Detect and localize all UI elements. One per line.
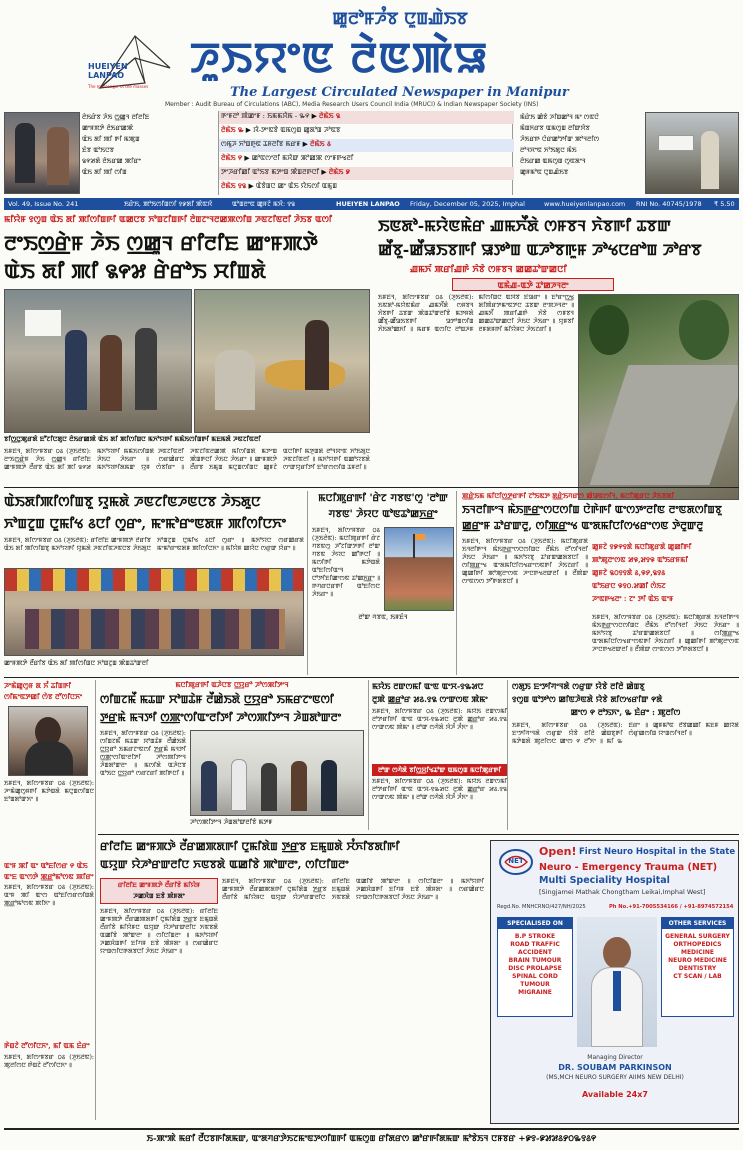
teaser-item[interactable]: ꯒꯦꯝꯂꯣ ꯄꯥꯀꯦꯝ : ꯏꯃꯃꯆꯥꯃ - ꯳꯵ ▶ ꯂꯥꯃꯥꯏ ꯲ [219, 111, 514, 124]
police-headline-1: ꯁꯗꯨꯏ ꯐꯦꯇꯤꯚꯦꯜꯗꯥ ꯁꯔꯨꯛ ꯌꯥꯕꯥ ꯂꯤꯂꯥ ꯀꯥꯡꯕꯨ [512, 681, 645, 691]
indo-kicker-box [452, 278, 614, 291]
stat-line: ꯍꯦꯟꯒꯠꯂꯦ : ꯖꯦ ꯇꯤ ꯑꯥꯏ ꯑꯦꯝ [592, 594, 674, 603]
ad-open: Open! [539, 845, 577, 858]
idp-body: ꯏꯝꯐꯥꯜ, ꯗꯤꯁꯦꯝꯕꯔ ꯰꯴ (ꯍꯨꯏꯂꯥꯟ): ꯔꯤꯂꯤꯐ ꯀꯦꯝꯄꯇꯥ ꯂꯩꯔꯤꯕ ꯑꯥꯏ ꯗꯤ ꯄꯤꯁꯤꯡꯕꯨ ꯃꯈꯣꯌꯒꯤ ꯌꯨꯃꯗꯥ ꯍꯟꯖꯤꯟꯍꯟꯅꯕ ꯍꯥꯏꯗꯨꯅ ꯈꯣꯡꯖꯨꯡ ꯅꯨꯃꯤꯠ ꯴ꯅꯤ ꯁꯨꯔꯦ ꯫ ꯃꯈꯣꯌꯅ ꯁꯔꯀꯥꯔꯗꯥ ꯃꯦꯃꯣꯔꯦꯟꯗꯝ ꯄꯤꯁꯤꯅꯈꯦ ꯫ ꯃꯤꯌꯥꯝ ꯀꯌꯥꯅ ꯁꯔꯨꯛ ꯌꯥꯔꯦ ꯫ [4, 537, 304, 552]
hospital-kicker: ꯃꯅꯤꯄꯨꯔꯒꯤ ꯑꯍꯥꯅꯕ ꯅ꯭ꯌꯨꯔꯣ ꯍꯣꯁꯄꯤꯇꯦꯜ [175, 680, 289, 689]
ad-doctor-photo [577, 917, 657, 1047]
date-bar [4, 198, 739, 210]
lead-headline-1: ꯂꯦꯏꯁ꯭ꯔꯥꯝ ꯍꯥꯏ ꯁ꯭ꯀꯨꯜ ꯔꯤꯂꯤꯐ ꯀꯦꯝꯄꯇꯥ [4, 231, 318, 255]
indo-subhead: ꯉꯃꯈꯩ ꯄꯔꯤꯉꯒꯥ ꯈꯥꯕꯥ ꯁꯝꯕꯜ ꯀꯀꯊꯣꯛꯀꯅꯤ [410, 265, 567, 275]
indo-body: ꯏꯝꯐꯥꯜ, ꯗꯤꯁꯦꯝꯕꯔ ꯰꯴ (ꯍꯨꯏꯂꯥꯟ): ꯏꯟꯗꯣ-ꯃꯌꯥꯟꯃꯥꯔ ꯉꯃꯈꯩꯗꯥ ꯁꯝꯕꯜ ꯈꯥꯕꯒꯤ ꯊꯕꯛ ꯄꯥꯡꯊꯣꯛꯂꯤꯕꯥ ꯃꯇꯝꯗꯥ ꯀꯩꯕꯨ-ꯀꯩꯎꯏꯕꯒꯤ ꯎꯇꯣꯡꯁꯤꯡ ꯈꯥꯏꯗꯣꯀꯈꯤ ꯫ ꯃꯔꯝ ꯑꯁꯤꯅ ꯂꯣꯡꯍꯝ ꯃꯤꯁꯤꯡꯅ ꯑꯋꯥꯕꯥ ꯐꯥꯎꯔꯦ ꯫ ꯐꯣꯔꯦꯁ꯭ꯠ ꯗꯤꯄꯥꯔꯇꯃꯦꯟꯇꯅ ꯊꯕꯛ ꯂꯦꯞꯍꯜꯂꯦ ꯫ ꯉꯃꯈꯩ ꯄꯔꯤꯉꯒꯥ ꯈꯥꯕꯥ ꯁꯝꯕꯜ ꯀꯀꯊꯣꯛꯀꯅꯤ ꯍꯥꯏꯅ ꯍꯥꯏꯔꯦ ꯫ ꯌꯨꯝꯕꯤ ꯂꯝꯗꯝꯒꯤ ꯃꯤꯌꯥꯝꯅ ꯍꯥꯏꯖꯔꯤ ꯫ [378, 294, 574, 333]
teaser-line: ꯃꯥꯡꯈꯔꯕ ꯑꯃꯁꯨꯡ ꯂꯤꯛꯆꯥꯕ [520, 124, 590, 132]
police-headline-3: ꯀꯦꯁ ꯵ ꯂꯣꯏꯈꯦ, ꯳ ꯐꯥꯔꯦ : ꯄꯨꯂꯤꯁ [570, 707, 681, 717]
police-box [512, 680, 739, 830]
left-column [4, 680, 96, 1120]
lead-caption: ꯕꯤꯁ꯭ꯅꯨꯄꯨꯔꯗꯥ ꯐꯧꯖꯤꯅꯗꯨꯅ ꯂꯥꯏꯔꯀꯄꯥ ꯑꯥꯏ ꯗꯤ ꯄꯤꯁꯤꯡꯅ ꯃꯈꯣꯌꯒꯤ ꯃꯃꯥꯏꯁꯤꯡꯒꯤ ꯃꯐꯃꯗꯥ ꯍꯟꯖꯤꯟꯂꯤ [4, 435, 261, 443]
ad-specialised [497, 917, 573, 1017]
masthead-title: ꯍꯨꯏꯌꯦꯟ ꯂꯥꯟꯄꯥꯎ [190, 33, 489, 82]
ad-specialised-title: SPECIALISED ON [498, 918, 572, 929]
teaser-line: ꯑꯥꯏ ꯗꯤ ꯄꯤ ꯒꯤ ꯃꯄꯨꯡ [82, 135, 140, 143]
logo-wordmark: HUEIYEN LANPAO [88, 62, 128, 80]
driving-body: ꯏꯝꯐꯥꯜ, ꯗꯤꯁꯦꯝꯕꯔ ꯰꯴ (ꯍꯨꯏꯂꯥꯟ): ꯃꯅꯤꯄꯨꯔꯗꯥ ꯏꯜꯂꯤꯒꯦꯜ ꯃꯥꯏꯒ꯭ꯔꯦꯁꯅꯁꯤꯡꯅ ꯂꯩꯃꯥꯏ ꯂꯧꯁꯤꯜꯂꯤ ꯍꯥꯏꯅ ꯍꯥꯏꯔꯦ ꯫ ꯃꯈꯣꯌꯕꯨ ꯊꯣꯔꯛꯀꯗꯕꯅꯤ ꯫ ꯁꯤꯄ꯭ꯔꯦꯠ ꯑꯦꯗꯃꯤꯅꯤꯁꯠꯔꯦꯁꯟꯒꯤ ꯍꯥꯏꯖꯔꯤ ꯫ ꯀꯨꯀꯤꯒꯤ ꯄꯣꯄꯨꯂꯦꯁꯟ ꯍꯦꯅꯒꯠꯂꯛꯂꯤ ꯫ ꯂꯩꯄꯥꯛ ꯁꯦꯟꯁꯁ ꯇꯧꯒꯗꯕꯅꯤ ꯫ [462, 538, 588, 585]
teaser-item[interactable]: ꯁꯃꯨꯍ ꯈꯣꯡꯒꯨꯟ ꯊꯝꯂꯤꯕ ꯃꯔꯝ ▶ ꯂꯥꯃꯥꯏ ꯴ [219, 139, 514, 152]
hospital-body: ꯏꯝꯐꯥꯜ, ꯗꯤꯁꯦꯝꯕꯔ ꯰꯴ (ꯍꯨꯏꯂꯥꯟ): ꯁꯤꯡꯖꯃꯩ ꯃꯊꯛ ꯆꯣꯡꯊꯥꯝ ꯂꯩꯀꯥꯏꯗꯥ ꯅ꯭ꯌꯨꯔꯣ ꯏꯃꯔꯖꯦꯟꯁꯤ ꯇ꯭ꯔꯃꯥ ꯃꯜꯇꯤ ꯁ꯭ꯄꯦꯁꯤꯑꯦꯂꯤꯇꯤ ꯍꯣꯁꯄꯤꯇꯦꯜ ꯍꯥꯡꯗꯣꯛꯂꯦ ꯫ ꯃꯁꯤꯗꯥ ꯑꯍꯥꯅꯕ ꯑꯣꯏꯅ ꯅ꯭ꯌꯨꯔꯣ ꯁꯔꯖꯔꯤ ꯄꯤꯒꯅꯤ ꯫ [100, 730, 186, 777]
relief-headline-2: ꯑꯌꯨꯛ ꯌꯥꯍꯣꯔꯛꯂꯤꯅ ꯈꯟꯕꯗꯥ ꯑꯀꯤꯕꯥ ꯄꯣꯛꯂꯦ, ꯁꯤꯅꯤꯡꯂꯦ [100, 858, 349, 871]
lottery-body-2: ꯏꯝꯐꯥꯜ, ꯗꯤꯁꯦꯝꯕꯔ ꯰꯴ (ꯍꯨꯏꯂꯥꯟ): ꯃꯌꯥꯏ ꯂꯛꯁꯃꯤ ꯂꯣꯇꯔꯤꯒꯤ ꯑꯦꯟ ꯑꯦꯆ-꯱꯳꯷ꯅ ꯂꯨꯄꯥ ꯀ꯭ꯔꯣꯔ ꯷꯴.꯱꯲ ꯁꯦꯛꯁꯟ ꯄꯥꯃꯦ ꯫ ꯂꯣꯛ ꯁꯚꯥꯗꯥ ꯋꯥꯍꯪ ꯍꯪꯈꯦ ꯫ [372, 778, 507, 801]
relief-kicker-2: ꯍꯀꯆꯥꯡ ꯐꯕꯥ ꯄꯥꯝꯗꯦ [133, 892, 185, 900]
rajbhavan-box [307, 491, 457, 675]
issue-date: Friday, December 05, 2025, Imphal [410, 200, 525, 208]
left-item-body: ꯏꯝꯐꯥꯜ, ꯗꯤꯁꯦꯝꯕꯔ ꯰꯴ (ꯍꯨꯏꯂꯥꯟ): ꯄꯨꯂꯤꯁꯅ ꯒꯥꯡꯖꯥ ꯂꯧꯁꯤꯅꯈꯦ ꯫ [4, 1054, 94, 1069]
police-headline-2: ꯱ꯁꯨꯡ ꯑꯣꯇꯣꯁ ꯀꯤꯟꯍꯥꯟꯗꯥ ꯌꯥꯕꯥ ꯗꯤꯁꯠꯔꯤꯛ ꯵ꯗꯥ [512, 694, 663, 704]
hospital-ad[interactable] [490, 840, 739, 1124]
masthead-tagline: ꯀꯨꯂꯣꯝꯍꯪꯕ ꯅꯨꯡꯉꯥꯏꯕ [332, 9, 468, 29]
left-item-body: ꯏꯝꯐꯥꯜ, ꯗꯤꯁꯦꯝꯕꯔ ꯰꯴ (ꯍꯨꯏꯂꯥꯟ): ꯍꯦꯃꯥꯀꯨꯁꯨꯝꯒꯤ ꯃꯇꯥꯡꯗꯥ ꯃꯅꯨꯡꯁꯤꯡꯅ ꯐꯣꯡꯗꯣꯛꯈꯦ ꯫ [4, 780, 94, 803]
relief-body-1: ꯏꯝꯐꯥꯜ, ꯗꯤꯁꯦꯝꯕꯔ ꯰꯴ (ꯍꯨꯏꯂꯥꯟ): ꯔꯤꯂꯤꯐ ꯀꯦꯝꯄꯇꯥ ꯂꯩꯔꯀꯄꯗꯒꯤ ꯅꯨꯃꯤꯗꯥꯡ ꯇ꯭ꯔꯕ ꯐꯃꯨꯡꯗꯥ ꯂꯩꯔꯤꯕꯥ ꯃꯤꯌꯥꯝꯅ ꯑꯌꯨꯛ ꯌꯥꯍꯣꯔꯛꯂꯤꯅ ꯈꯟꯕꯗꯥ ꯑꯀꯤꯕꯥ ꯄꯣꯛꯂꯦ ꯫ ꯁꯤꯅꯤꯡꯂꯦ ꯫ ꯃꯈꯣꯌꯒꯤ ꯍꯀꯆꯥꯡꯒꯤ ꯐꯤꯚꯝ ꯐꯕꯥ ꯄꯥꯝꯗꯦ ꯫ ꯁꯔꯀꯥꯔꯅ ꯌꯦꯡꯁꯤꯅꯒꯗꯕꯅꯤ ꯍꯥꯏꯅ ꯍꯥꯏꯔꯦ ꯫ [100, 908, 218, 955]
idp-photo [4, 568, 304, 656]
hospital-caption: ꯍꯣꯁꯄꯤꯇꯦꯜ ꯍꯥꯡꯗꯣꯛꯂꯤꯕꯥ ꯃꯇꯝ [190, 818, 273, 826]
volume: Vol. 49, Issue No. 241 [8, 200, 79, 208]
ad-logo [497, 847, 535, 877]
lottery-body: ꯏꯝꯐꯥꯜ, ꯗꯤꯁꯦꯝꯕꯔ ꯰꯴ (ꯍꯨꯏꯂꯥꯟ): ꯃꯌꯥꯏ ꯂꯛꯁꯃꯤ ꯂꯣꯇꯔꯤꯒꯤ ꯑꯦꯟ ꯑꯦꯆ-꯱꯳꯷ꯅ ꯂꯨꯄꯥ ꯀ꯭ꯔꯣꯔ ꯷꯴.꯱꯲ ꯁꯦꯛꯁꯟ ꯄꯥꯃꯦ ꯫ ꯂꯣꯛ ꯁꯚꯥꯗꯥ ꯋꯥꯍꯪ ꯍꯪꯈꯦ ꯫ [372, 708, 507, 731]
footer-text: ꯏ-ꯄꯦꯄꯥ ꯃꯔꯤ ꯂꯩꯅꯕꯒꯤꯗꯃꯛ, ꯑꯦꯗꯚꯔꯇꯥꯏꯖꯃꯦꯟꯇꯁꯤꯡꯒꯤ ꯑꯃꯁꯨꯡ ꯔꯤꯗꯔꯁ ꯀꯣꯔꯒꯤꯗꯃꯛ ꯃꯣꯕꯥꯏꯜ ꯅꯝꯕꯔ +꯹꯱-꯹꯷꯷꯴꯸꯰꯳꯱꯴꯵ [146, 1134, 597, 1144]
left-item-body: ꯏꯝꯐꯥꯜ, ꯗꯤꯁꯦꯝꯕꯔ ꯰꯴ (ꯍꯨꯏꯂꯥꯟ): ꯑꯦꯝ ꯄꯤ ꯑꯦꯁ ꯑꯣꯐꯤꯁꯔꯁꯤꯡꯗꯥ ꯄ꯭ꯔꯣꯃꯣꯁꯟ ꯄꯤꯈꯦ ꯫ [4, 884, 94, 907]
teaser-left-text [82, 113, 212, 193]
idp-caption: ꯀꯦꯝꯄꯇꯥ ꯂꯩꯔꯤꯕ ꯑꯥꯏ ꯗꯤ ꯄꯤꯁꯤꯡꯅ ꯈꯣꯡꯖꯨꯡ ꯄꯥꯡꯊꯣꯛꯂꯤ [4, 659, 149, 667]
price: ₹ 5.50 [714, 200, 735, 208]
lottery-subhead-box [372, 764, 507, 776]
rajbhavan-caption: ꯂꯣꯛ ꯚꯕꯟ, ꯏꯝꯐꯥꯜ [358, 613, 408, 621]
hospital-headline-1: ꯁꯤꯡꯖꯃꯩ ꯃꯊꯛ ꯆꯣꯡꯊꯥꯝ ꯂꯩꯀꯥꯏꯗꯥ ꯅ꯭ꯌꯨꯔꯣ ꯏꯃꯔꯖꯦꯟꯁꯤ [100, 693, 334, 706]
rajbhavan-body: ꯏꯝꯐꯥꯜ, ꯗꯤꯁꯦꯝꯕꯔ ꯰꯴ (ꯍꯨꯏꯂꯥꯟ): ꯃꯅꯤꯄꯨꯔꯒꯤ ꯔꯥꯖ ꯚꯕꯟꯁꯨ ꯍꯧꯖꯤꯛꯇꯒꯤ ꯂꯣꯛ ꯚꯕꯟ ꯍꯥꯌꯅ ꯀꯧꯒꯅꯤ ꯫ ꯃꯁꯤꯒꯤ ꯃꯇꯥꯡꯗꯥ ꯑꯣꯐꯤꯁꯤꯑꯦꯜ ꯅꯣꯇꯤꯐꯤꯀꯦꯁꯟ ꯊꯣꯀꯈ꯭ꯔꯦ ꯫ ꯒꯚꯔꯅꯔꯒꯤ ꯑꯣꯐꯤꯁꯅ ꯍꯥꯏꯔꯦ ꯫ [312, 527, 380, 598]
lead-kicker: ꯃꯤꯌꯥꯝ ꯱ꯁꯨꯡ ꯑꯥꯏ ꯗꯤ ꯄꯤꯁꯤꯡꯒꯤ ꯑꯀꯅꯕ ꯈꯣꯡꯖꯤꯡꯒꯤ ꯂꯥꯡꯖꯦꯜꯂꯀꯄꯁꯤꯡ ꯍꯟꯖꯤꯟꯂꯤ ꯍꯥꯏꯕ ꯑꯁꯤ [4, 215, 333, 225]
driving-body-2: ꯏꯝꯐꯥꯜ, ꯗꯤꯁꯦꯝꯕꯔ ꯰꯴ (ꯍꯨꯏꯂꯥꯟ): ꯃꯅꯤꯄꯨꯔꯗꯥ ꯏꯜꯂꯤꯒꯦꯜ ꯃꯥꯏꯒ꯭ꯔꯦꯁꯅꯁꯤꯡꯅ ꯂꯩꯃꯥꯏ ꯂꯧꯁꯤꯜꯂꯤ ꯍꯥꯏꯅ ꯍꯥꯏꯔꯦ ꯫ ꯃꯈꯣꯌꯕꯨ ꯊꯣꯔꯛꯀꯗꯕꯅꯤ ꯫ ꯁꯤꯄ꯭ꯔꯦꯠ ꯑꯦꯗꯃꯤꯅꯤꯁꯠꯔꯦꯁꯟꯒꯤ ꯍꯥꯏꯖꯔꯤ ꯫ ꯀꯨꯀꯤꯒꯤ ꯄꯣꯄꯨꯂꯦꯁꯟ ꯍꯦꯅꯒꯠꯂꯛꯂꯤ ꯫ ꯂꯩꯄꯥꯛ ꯁꯦꯟꯁꯁ ꯇꯧꯒꯗꯕꯅꯤ ꯫ [592, 614, 739, 653]
ad-availability: Available 24x7 [582, 1090, 648, 1099]
logo-sub: The messenger of the masses [88, 84, 149, 89]
teaser-line: ꯃꯥꯔꯥꯏ ꯀꯥꯕꯥ ꯍꯤꯡꯀꯣꯜ ꯃꯦ ꯁꯟꯅꯥ [520, 113, 599, 121]
stat-line: ꯀꯨꯝꯖꯥ ꯱꯹꯵꯱ꯗꯥ ꯃꯅꯤꯄꯨꯔꯗꯥ ꯀꯨꯀꯤꯒꯤ [592, 542, 692, 551]
teaser-line: ꯂꯥꯏꯔꯀ ꯑꯃꯁꯨꯡ ꯁꯨꯟꯗꯦꯜ [520, 157, 586, 165]
hospital-photo [190, 730, 364, 816]
indo-photo [578, 294, 739, 500]
stat-line: ꯀꯨꯝꯖꯥ ꯲꯰꯱꯱ꯗꯥ ꯴,꯶꯸,꯲꯱꯴ [592, 568, 666, 577]
ad-open-sub: First Neuro Hospital in the State [579, 847, 736, 857]
teaser-right-text [520, 113, 640, 193]
teaser-item[interactable]: ꯂꯥꯃꯥꯏ ꯵ ▶ ꯀꯣꯟꯁꯦꯂꯤ ꯃꯆꯥꯛ ꯄꯣꯀꯄ ꯁꯦꯝꯒꯠꯂꯤ [221, 154, 354, 162]
footer-bar [4, 1128, 739, 1146]
manipuri-date: ꯏꯔꯥꯏ, ꯄꯣꯏꯁꯤꯡꯁꯤ ꯱꯹ꯗꯤ ꯄꯥꯟꯆꯥ [124, 200, 213, 208]
teaser-line: ꯀꯨꯝꯃꯣꯟ ꯅꯨꯡꯉꯥꯏꯕ [520, 168, 569, 176]
teaser-line: ꯀꯦꯝꯞꯇꯥ ꯂꯥꯏꯔꯀꯄꯥ [82, 124, 134, 132]
teaser-center [218, 111, 513, 195]
teaser-line: ꯍꯥꯏꯔꯒ ꯅꯥꯔꯀꯣꯇꯤꯛ ꯄꯣꯜꯂꯤꯁ [520, 135, 600, 143]
police-body: ꯏꯝꯐꯥꯜ, ꯗꯤꯁꯦꯝꯕꯔ ꯰꯴ (ꯍꯨꯏꯂꯥꯟ): ꯐꯦꯇꯤꯚꯦꯜꯗꯥ ꯁꯔꯨꯛ ꯌꯥꯕꯥ ꯂꯤꯂꯥ ꯀꯥꯡꯕꯨꯒꯤ ꯃꯇꯥꯡꯗꯥ ꯄꯨꯂꯤꯁꯅ ꯀꯦꯁ ꯵ ꯂꯧꯈꯦ ꯫ ꯃꯤ ꯳ ꯐꯥꯔꯦ ꯫ ꯀꯨꯝꯃꯣꯟ ꯂꯩꯕꯥꯀꯀꯤ ꯃꯐꯝ ꯀꯌꯥꯗꯥ ꯁꯥꯔꯨꯀꯁꯤꯡ ꯌꯦꯡꯁꯤꯜꯂꯤ ꯫ [512, 722, 739, 745]
relief-kicker-box [100, 878, 218, 904]
lead-photo-left [4, 289, 192, 433]
teaser-item[interactable]: ꯇꯦꯍꯔꯤꯀꯤ ꯑꯣꯏꯕ ꯃꯇꯦꯡ ꯄꯥꯡꯂꯒꯅꯤ ▶ ꯂꯥꯃꯥꯏ ꯹ [219, 167, 514, 180]
member-line: Member : Audit Bureau of Circulations (ABC), Media Research Users Council India (MRUCI) & Indian Newspaper Society (INS) [165, 101, 539, 108]
ad-director-degree: (MS,MCH NEURO SURGERY AIIMS NEW DELHI) [546, 1074, 684, 1081]
teaser-line: ꯲꯵꯷ꯗꯥ ꯂꯥꯏꯔꯀ ꯄꯤꯔꯦ [82, 157, 141, 165]
ad-regd: Regd.No. MNHCRNO/427/NH/2025 [497, 904, 586, 910]
ad-hospital-name-2: Multi Speciality Hospital [539, 875, 670, 886]
driving-kicker: ꯄ꯭ꯔꯥꯏꯃ ꯃꯤꯅꯤꯁ꯭ꯇꯔꯒꯤ ꯖꯣꯏꯟꯇ ꯗ꯭ꯔꯥꯏꯚꯔꯁ ꯀꯥꯎꯟꯁꯤꯜ, ꯃꯅꯤꯄꯨꯔꯅ ꯍꯥꯏꯕꯗꯤ [462, 492, 675, 500]
teaser-item[interactable]: ꯂꯥꯃꯥꯏ ꯱꯲ ▶ ꯑꯥꯕꯥꯡꯅ ꯀꯦ ꯑꯥꯏ ꯌꯥꯏꯁꯤ ꯑꯃꯨꯡ [221, 182, 338, 190]
website-link[interactable]: www.hueiyenlanpao.com [544, 200, 626, 208]
driving-headline-2: ꯀ꯭ꯔꯦꯝ ꯊꯣꯔꯛꯂꯨ, ꯁꯤꯄ꯭ꯔꯦꯠ ꯑꯦꯗꯃꯤꯅꯤꯁꯠꯔꯦꯁꯟ ꯇꯥꯂꯨꯛꯂꯨ [462, 520, 704, 532]
rajbhavan-headline: ꯃꯅꯤꯄꯨꯔꯒꯤ 'ꯔꯥꯖ ꯚꯕꯟ'ꯁꯨ 'ꯂꯣꯛ ꯚꯕꯟ' ꯍꯥꯌꯅ ꯑꯣꯟꯊꯣꯀꯈ꯭ꯔꯦ [318, 493, 448, 520]
relief-body-2: ꯏꯝꯐꯥꯜ, ꯗꯤꯁꯦꯝꯕꯔ ꯰꯴ (ꯍꯨꯏꯂꯥꯟ): ꯔꯤꯂꯤꯐ ꯀꯦꯝꯄꯇꯥ ꯂꯩꯔꯀꯄꯗꯒꯤ ꯅꯨꯃꯤꯗꯥꯡ ꯇ꯭ꯔꯕ ꯐꯃꯨꯡꯗꯥ ꯂꯩꯔꯤꯕꯥ ꯃꯤꯌꯥꯝꯅ ꯑꯌꯨꯛ ꯌꯥꯍꯣꯔꯛꯂꯤꯅ ꯈꯟꯕꯗꯥ ꯑꯀꯤꯕꯥ ꯄꯣꯛꯂꯦ ꯫ ꯁꯤꯅꯤꯡꯂꯦ ꯫ ꯃꯈꯣꯌꯒꯤ ꯍꯀꯆꯥꯡꯒꯤ ꯐꯤꯚꯝ ꯐꯕꯥ ꯄꯥꯝꯗꯦ ꯫ ꯁꯔꯀꯥꯔꯅ ꯌꯦꯡꯁꯤꯅꯒꯗꯕꯅꯤ ꯍꯥꯏꯅ ꯍꯥꯏꯔꯦ ꯫ [222, 878, 484, 901]
idp-headline-1: ꯑꯥꯏꯗꯤꯄꯤꯁꯤꯡꯕꯨ ꯌꯨꯃꯗꯥ ꯍꯟꯖꯤꯟꯍꯟꯅꯕ ꯍꯥꯏꯗꯨꯅ [4, 494, 261, 510]
indo-headline-2: ꯀꯩꯕꯨ-ꯀꯩꯎꯏꯕꯒꯤ ꯎꯇꯣꯡ ꯑꯍꯣꯕꯒꯨꯝ ꯍꯣꯠꯅꯔꯣꯡ ꯍꯣꯔꯕ [378, 240, 702, 259]
ad-director: DR. SOUBAM PARKINSON [558, 1063, 672, 1072]
left-item-photo [8, 706, 88, 776]
rajbhavan-photo [384, 527, 454, 611]
lottery-subhead: ꯂꯣꯛ ꯁꯚꯥꯗꯥ ꯕꯤꯁ꯭ꯆꯤꯠꯊꯣꯛ ꯑꯃꯁꯨꯡ ꯃꯅꯤꯄꯨꯔꯒꯤ [377, 766, 502, 774]
rni-number: RNI No. 40745/1978 [636, 200, 702, 208]
ad-other-list: GENERAL SURGERY ORTHOPEDICS MEDICINE NEURO MEDICINE DENTISTRY CT SCAN / LAB [665, 933, 730, 980]
teaser-line: ꯂꯣꯜꯆꯦꯟ ꯈꯣꯏꯗꯨꯅ ꯃꯥꯏ [520, 146, 577, 154]
ad-address: [Singjamei Mathak Chongtham Leikai,Imphal West] [539, 888, 706, 896]
lottery-headline-2: ꯂꯨꯄꯥ ꯀ꯭ꯔꯣꯔ ꯷꯴.꯱꯲ ꯁꯦꯛꯁꯟ ꯄꯥꯃꯦ [372, 694, 488, 704]
stat-line: ꯄꯣꯄꯨꯂꯦꯁꯟ ꯷꯶,꯷꯱꯶ ꯑꯣꯏꯔꯝꯃꯤ [592, 555, 688, 564]
teaser-line: ꯂꯥꯏꯔꯥꯕ ꯍꯥꯏ ꯁ꯭ꯀꯨꯜ ꯂꯤꯂꯤꯐ [82, 113, 150, 121]
driving-headline-1: ꯏꯜꯂꯤꯒꯦꯜ ꯃꯥꯏꯒ꯭ꯔꯦꯁꯅꯁꯤꯡ ꯅꯥꯒꯥꯒꯤ ꯑꯦꯁꯇꯦꯂꯤꯟ ꯂꯦꯟꯗꯁꯤꯡꯕꯨ [462, 504, 722, 516]
idp-headline-2: ꯈꯣꯡꯖꯨꯡ ꯅꯨꯃꯤꯠ ꯴ꯅꯤ ꯁꯨꯔꯦ, ꯃꯦꯃꯣꯔꯦꯟꯗꯝ ꯄꯤꯁꯤꯅꯈꯦ [4, 516, 286, 532]
ad-other [661, 917, 734, 1017]
ad-phone: Ph No.+91-7005534166 / +91-8974572154 [609, 904, 734, 910]
stat-line: ꯑꯣꯏꯔꯅ ꯶꯱꯰.꯷ꯀꯤ ꯁꯥꯏꯖ [592, 581, 666, 590]
lottery-box [368, 680, 508, 830]
ad-hospital-name: Neuro - Emergency Trauma (NET) [539, 862, 718, 873]
teaser-left-photo [4, 112, 80, 194]
ad-director-title: Managing Director [587, 1054, 643, 1061]
indo-kicker: ꯑꯃꯥꯉ-ꯑꯇꯥ ꯊꯣꯀꯍꯜꯂꯦ [497, 280, 569, 290]
ad-other-title: OTHER SERVICES [662, 918, 733, 929]
teaser-right-photo [645, 112, 739, 194]
ad-logo-text: NET [508, 857, 524, 865]
teaser-line: ꯑꯥꯏ ꯗꯤ ꯄꯤ ꯁꯤꯡ [82, 168, 127, 176]
masthead-subtitle: The Largest Circulated Newspaper in Manipur [230, 85, 569, 100]
lead-body: ꯏꯝꯐꯥꯜ, ꯗꯤꯁꯦꯝꯕꯔ ꯰꯴ (ꯍꯨꯏꯂꯥꯟ): ꯂꯦꯏꯁ꯭ꯔꯥꯝ ꯍꯥꯏ ꯁ꯭ꯀꯨꯜ ꯔꯤꯂꯤꯐ ꯀꯦꯝꯄꯇꯥ ꯂꯩꯔꯕ ꯑꯥꯏ ꯗꯤ ꯄꯤ ꯲꯵꯷ ꯃꯈꯣꯌꯒꯤ ꯃꯃꯥꯏꯁꯤꯡꯗꯥ ꯍꯟꯖꯤꯟꯂꯤ ꯍꯥꯏꯅ ꯍꯥꯏꯔꯦ ꯫ ꯁꯔꯀꯥꯔꯅ ꯃꯈꯣꯌꯒꯤꯗꯃꯛ ꯌꯨꯝ ꯁꯥꯕꯤꯔꯦ ꯫ ꯍꯟꯖꯤꯟꯂꯀꯄꯥ ꯃꯤꯁꯤꯡꯗꯥ ꯃꯇꯦꯡ ꯄꯥꯡꯒꯅꯤ ꯍꯥꯏꯅ ꯍꯥꯏꯔꯦ ꯫ ꯀꯦꯝꯄꯇꯥ ꯂꯩꯔꯕ ꯏꯃꯨꯡ ꯃꯅꯨꯡꯁꯤꯡꯅ ꯀꯨꯝꯖꯥ ꯑꯅꯤꯒꯤ ꯃꯇꯨꯡꯗꯥ ꯂꯣꯜꯆꯦꯟ ꯈꯣꯏꯗꯨꯅ ꯍꯟꯖꯤꯟꯂꯤ ꯫ ꯃꯈꯣꯌꯒꯤ ꯑꯀꯣꯌꯕꯗꯥ ꯁꯦꯛꯌꯨꯔꯤꯇꯤ ꯐꯣꯔꯁꯁꯤꯡ ꯊꯝꯂꯤ ꯫ [4, 448, 370, 471]
lead-photo-right [194, 289, 370, 433]
relief-headline-1: ꯔꯤꯂꯤꯐ ꯀꯦꯝꯄꯇꯥ ꯂꯩꯔꯀꯄꯗꯒꯤ ꯅꯨꯃꯤꯗꯥꯡ ꯇ꯭ꯔꯕ ꯐꯃꯨꯡꯗꯥ ꯆꯪꯈꯤꯕꯗꯤꯒꯤ [100, 840, 400, 853]
manipuri-date-2: ꯑꯣꯡꯂꯦꯟ ꯀꯨꯝꯖꯥ ꯃꯆꯥ: ꯱꯲ [232, 200, 296, 208]
left-item-headline: ꯒꯥꯡꯖꯥ ꯂꯧꯁꯤꯅꯈꯦ, ꯃꯤ ꯑꯃ ꯐꯥꯔꯦ [4, 1041, 90, 1050]
relief-kicker: ꯔꯤꯂꯤꯐ ꯀꯦꯝꯄꯇꯥ ꯂꯩꯔꯤꯕꯥ ꯃꯤꯌꯥꯝ [117, 881, 201, 889]
ad-specialised-list: B.P STROKE ROAD TRAFFIC ACCIDENT BRAIN TUMOUR DISC PROLAPSE SPINAL CORD TUMOUR MIGRAINE [508, 933, 562, 996]
indo-headline-1: ꯏꯟꯗꯣ-ꯃꯌꯥꯟꯃꯥꯔ ꯉꯃꯈꯩꯗꯥ ꯁꯝꯕꯜ ꯈꯥꯕꯒꯤ ꯊꯕꯛ [378, 216, 671, 235]
driving-stats [592, 540, 739, 612]
left-item-headline: ꯑꯦꯝ ꯄꯤ ꯑꯦ ꯑꯣꯐꯤꯁꯔ ꯵ ꯑꯥꯏ ꯑꯦꯐ ꯑꯦꯁꯇꯥ ꯄ꯭ꯔꯣꯃꯣꯁꯟ ꯄꯤꯔꯦ [4, 861, 94, 881]
teaser-item[interactable]: ꯂꯥꯃꯥꯏ ꯳ ▶ ꯋꯥ-ꯇꯦꯟꯕꯥ ꯑꯃꯁꯨꯡ ꯀꯨꯗꯣꯡ ꯍꯣꯟꯕ [221, 126, 341, 134]
hospital-headline-2: ꯇ꯭ꯔꯃꯥ ꯃꯜꯇꯤ ꯁ꯭ꯄꯦꯁꯤꯑꯦꯂꯤꯇꯤ ꯍꯣꯁꯄꯤꯇꯦꯜ ꯍꯥꯡꯗꯣꯛꯂꯦ [100, 711, 342, 724]
lead-headline-2: ꯑꯥꯏ ꯗꯤ ꯄꯤ ꯲꯵꯷ ꯔꯥꯔꯣꯏ ꯆꯤꯡꯗꯥ [4, 259, 266, 283]
left-item-headline: ꯍꯦꯃꯥꯀꯨꯁꯨꯝ ꯗ ꯈꯪ ꯊꯤꯡꯒꯤ ꯁꯤꯃꯦꯟꯇꯀꯤ ꯁꯥꯕ ꯂꯧꯁꯤꯅꯈꯦ [4, 681, 83, 701]
lottery-headline-1: ꯃꯌꯥꯏ ꯂꯛꯁꯃꯤ ꯑꯦꯟ ꯑꯦꯆ-꯱꯳꯷ꯅ [372, 681, 484, 691]
paper-name: HUEIYEN LANPAO [336, 200, 400, 208]
teaser-line: ꯐꯥꯕ ꯑꯣꯏꯅꯕ [82, 146, 115, 154]
newspaper-logo [90, 28, 180, 103]
